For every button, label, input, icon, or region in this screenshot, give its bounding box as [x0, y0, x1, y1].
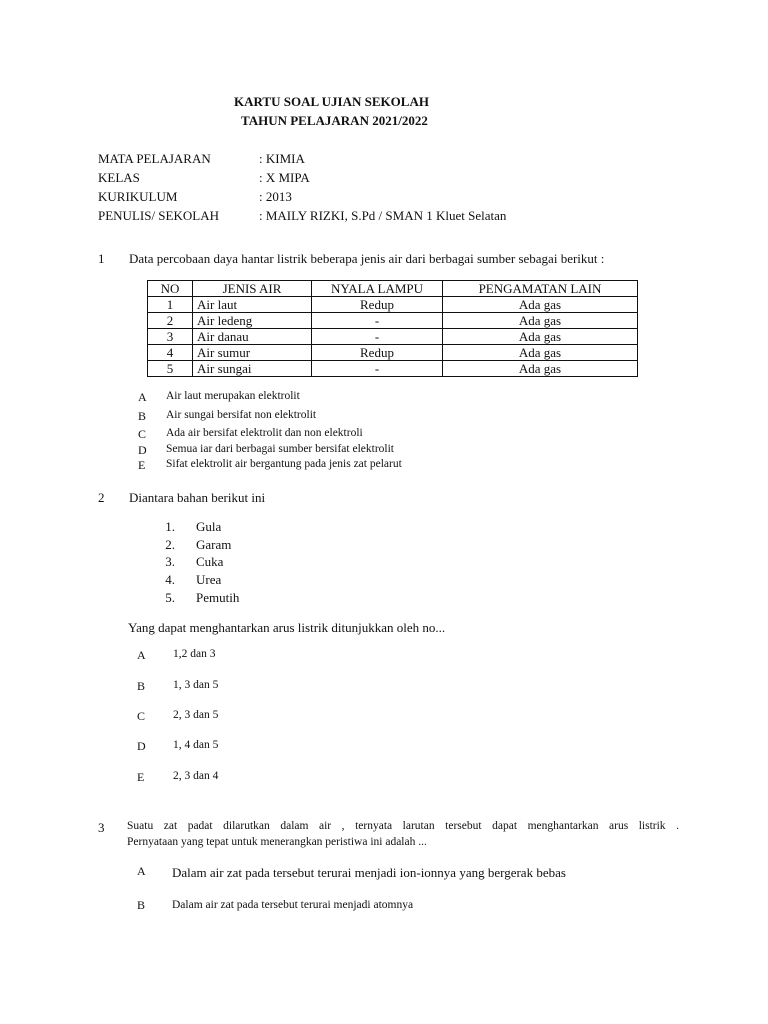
table-row [148, 345, 638, 361]
meta-value-subject: : KIMIA [259, 151, 305, 166]
document-subtitle: TAHUN PELAJARAN 2021/2022 [241, 113, 428, 128]
list-item-number: 1. [165, 519, 175, 534]
list-item: Urea [196, 572, 222, 587]
option-text: 1, 4 dan 5 [173, 739, 219, 751]
table-cell: Air sumur [193, 345, 312, 361]
table-row [148, 361, 638, 377]
option-letter: A [137, 864, 146, 878]
table-row [148, 297, 638, 313]
table-cell: 5 [148, 361, 193, 377]
option-letter: D [138, 443, 147, 457]
option-letter: E [137, 770, 145, 784]
option-letter: C [138, 427, 147, 441]
meta-label-subject: MATA PELAJARAN [98, 151, 211, 166]
document-title: KARTU SOAL UJIAN SEKOLAH [234, 94, 429, 109]
table-cell: - [312, 361, 443, 377]
list-item: Pemutih [196, 590, 240, 605]
question-2-text: Diantara bahan berikut ini [129, 490, 266, 505]
table-header-row [148, 281, 638, 297]
question-1-text: Data percobaan daya hantar listrik beberapa jenis air dari berbagai sumber sebagai berikut : [129, 251, 605, 266]
option-text: Semua iar dari berbagai sumber bersifat elektrolit [166, 443, 394, 455]
option-letter: B [137, 898, 146, 912]
meta-value-class: : X MIPA [259, 170, 310, 185]
table-cell: Air danau [193, 329, 312, 345]
list-item: Garam [196, 537, 232, 552]
option-text: 1,2 dan 3 [173, 648, 216, 660]
table-cell: Ada gas [443, 345, 638, 361]
option-text: Air sungai bersifat non elektrolit [166, 409, 317, 421]
option-letter: E [138, 458, 146, 472]
option-letter: A [137, 648, 146, 662]
question-3-number: 3 [98, 820, 105, 835]
table-cell: Air ledeng [193, 313, 312, 329]
table-cell: 4 [148, 345, 193, 361]
option-letter: B [138, 409, 147, 423]
option-text: Dalam air zat pada tersebut terurai menjadi ion-ionnya yang bergerak bebas [172, 865, 566, 880]
table-cell: 3 [148, 329, 193, 345]
meta-label-author: PENULIS/ SEKOLAH [98, 208, 219, 223]
table-cell: Ada gas [443, 329, 638, 345]
option-text: Air laut merupakan elektrolit [166, 390, 300, 402]
question-2-prompt: Yang dapat menghantarkan arus listrik ditunjukkan oleh no... [128, 620, 446, 635]
table-header-nyala-lampu: NYALA LAMPU [312, 281, 443, 297]
meta-label-class: KELAS [98, 170, 140, 185]
table-cell: 1 [148, 297, 193, 313]
table-cell: Ada gas [443, 313, 638, 329]
list-item: Cuka [196, 554, 224, 569]
table-header-no: NO [148, 281, 193, 297]
question-2-number: 2 [98, 490, 105, 505]
option-text: 1, 3 dan 5 [173, 679, 219, 691]
question-1-number: 1 [98, 251, 105, 266]
meta-value-author: : MAILY RIZKI, S.Pd / SMAN 1 Kluet Selatan [259, 208, 507, 223]
table-cell: Ada gas [443, 297, 638, 313]
option-letter: B [137, 679, 146, 693]
table-cell: Redup [312, 297, 443, 313]
table-header-pengamatan: PENGAMATAN LAIN [443, 281, 638, 297]
list-item: Gula [196, 519, 222, 534]
meta-label-curriculum: KURIKULUM [98, 189, 178, 204]
option-letter: A [138, 390, 147, 404]
table-cell: 2 [148, 313, 193, 329]
question-3-text-line2: Pernyataan yang tepat untuk menerangkan peristiwa ini adalah ... [127, 836, 427, 848]
table-header-jenis-air: JENIS AIR [193, 281, 312, 297]
option-text: 2, 3 dan 5 [173, 709, 219, 721]
table-row [148, 329, 638, 345]
option-text: Ada air bersifat elektrolit dan non elektroli [166, 427, 363, 439]
list-item-number: 4. [165, 572, 175, 587]
question-3-text-line1: Suatu zat padat dilarutkan dalam air , ternyata larutan tersebut dapat menghantarkan arus listrik . [127, 820, 679, 832]
list-item-number: 5. [165, 590, 175, 605]
option-text: 2, 3 dan 4 [173, 770, 219, 782]
table-row [148, 313, 638, 329]
table-cell: Redup [312, 345, 443, 361]
question-1-table [147, 280, 638, 377]
table-cell: Ada gas [443, 361, 638, 377]
table-cell: Air sungai [193, 361, 312, 377]
list-item-number: 3. [165, 554, 175, 569]
meta-value-curriculum: : 2013 [259, 189, 292, 204]
option-text: Sifat elektrolit air bergantung pada jenis zat pelarut [166, 458, 402, 470]
option-letter: C [137, 709, 146, 723]
table-cell: - [312, 313, 443, 329]
table-cell: Air laut [193, 297, 312, 313]
list-item-number: 2. [165, 537, 175, 552]
option-letter: D [137, 739, 146, 753]
option-text: Dalam air zat pada tersebut terurai menjadi atomnya [172, 899, 414, 911]
table-cell: - [312, 329, 443, 345]
